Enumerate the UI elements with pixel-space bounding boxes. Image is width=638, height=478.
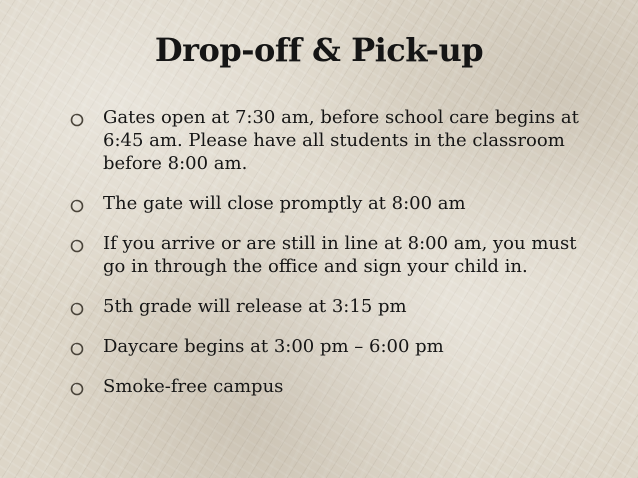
bullet-text: Daycare begins at 3:00 pm – 6:00 pm (103, 336, 444, 357)
bullet-text: Gates open at 7:30 am, before school care begins at 6:45 am. Please have all students in the classroom before 8:00 am. (103, 107, 579, 174)
list-item (70, 106, 580, 175)
list-item (70, 335, 580, 358)
list-item (70, 295, 580, 318)
slide-title: Drop-off & Pick-up (154, 31, 484, 69)
hollow-circle-bullet-icon (70, 342, 84, 356)
bullet-list (70, 106, 580, 415)
list-item (70, 192, 580, 215)
bullet-text: The gate will close promptly at 8:00 am (103, 193, 466, 214)
list-item (70, 232, 580, 278)
hollow-circle-bullet-icon (70, 302, 84, 316)
hollow-circle-bullet-icon (70, 382, 84, 396)
hollow-circle-bullet-icon (70, 199, 84, 213)
bullet-text: 5th grade will release at 3:15 pm (103, 296, 407, 317)
list-item (70, 375, 580, 398)
hollow-circle-bullet-icon (70, 113, 84, 127)
bullet-text: Smoke-free campus (103, 376, 284, 397)
bullet-text: If you arrive or are still in line at 8:00 am, you must go in through the office and sign your child in. (103, 233, 577, 277)
hollow-circle-bullet-icon (70, 239, 84, 253)
